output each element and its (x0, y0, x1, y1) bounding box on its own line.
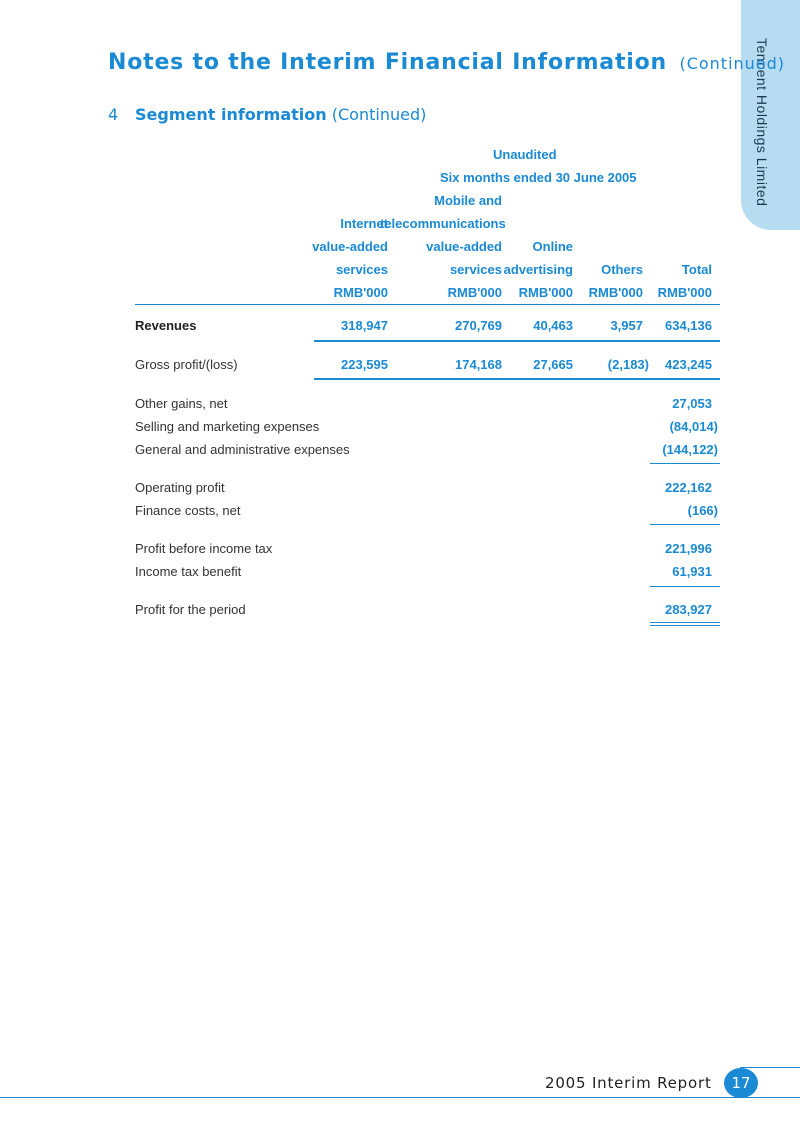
tax-total: 61,931 (672, 564, 712, 579)
row-label-finance: Finance costs, net (135, 503, 241, 518)
gross-mobile: 174,168 (455, 357, 502, 372)
col1-line4: RMB'000 (333, 285, 388, 300)
gross-others: (2,183) (607, 357, 649, 372)
col3-line2: advertising (503, 262, 573, 277)
revenues-internet: 318,947 (341, 318, 388, 333)
col4-line1: Others (601, 262, 643, 277)
col5-line1: Total (681, 262, 712, 277)
gross-rule (314, 378, 720, 380)
gross-total: 423,245 (665, 357, 712, 372)
revenues-rule (314, 340, 720, 342)
title-continued: (Continued) (679, 54, 786, 73)
revenues-total: 634,136 (665, 318, 712, 333)
selling-total: (84,014) (669, 419, 718, 434)
row-label-gross: Gross profit/(loss) (135, 357, 238, 372)
header-period: Six months ended 30 June 2005 (440, 170, 637, 185)
operating-total: 222,162 (665, 480, 712, 495)
finance-rule (650, 524, 720, 525)
section-heading (108, 105, 426, 124)
title-main: Notes to the Interim Financial Information (108, 50, 667, 75)
col2-line1: Mobile and (434, 193, 502, 208)
finance-total: (166) (687, 503, 718, 518)
col1-line3: services (335, 262, 388, 277)
gross-internet: 223,595 (341, 357, 388, 372)
header-unaudited: Unaudited (493, 147, 557, 162)
footer-report-name: 2005 Interim Report (545, 1074, 712, 1092)
revenues-others: 3,957 (610, 318, 643, 333)
footer-rule (0, 1097, 800, 1098)
company-name: Tencent Holdings Limited (754, 38, 770, 207)
expenses-rule (650, 463, 720, 464)
col2-line2: telecommunications (380, 216, 506, 231)
row-label-general: General and administrative expenses (135, 442, 350, 457)
gross-online: 27,665 (533, 357, 573, 372)
section-continued: (Continued) (331, 105, 427, 124)
row-label-tax: Income tax benefit (135, 564, 242, 579)
col2-line3: value-added (426, 239, 502, 254)
header-rule (135, 304, 720, 305)
profit-rule-2 (650, 625, 720, 626)
other-gains-total: 27,053 (672, 396, 712, 411)
col3-line3: RMB'000 (518, 285, 573, 300)
pbt-total: 221,996 (665, 541, 712, 556)
section-name: Segment information (135, 105, 327, 124)
profit-rule-1 (650, 622, 720, 623)
side-tab (741, 0, 800, 230)
revenues-online: 40,463 (533, 318, 573, 333)
col2-line4: services (449, 262, 502, 277)
row-label-profit: Profit for the period (135, 602, 246, 617)
row-label-operating: Operating profit (135, 480, 225, 495)
footer-rule-top (740, 1067, 800, 1068)
row-label-revenues: Revenues (135, 318, 197, 333)
col5-line2: RMB'000 (657, 285, 712, 300)
col1-line1: Internet (340, 216, 388, 231)
col2-line5: RMB'000 (447, 285, 502, 300)
page-number: 17 (724, 1068, 758, 1098)
page-title (108, 50, 785, 75)
row-label-pbt: Profit before income tax (135, 541, 273, 556)
col4-line2: RMB'000 (588, 285, 643, 300)
col3-line1: Online (532, 239, 573, 254)
revenues-mobile: 270,769 (455, 318, 502, 333)
section-number: 4 (108, 105, 119, 124)
general-total: (144,122) (662, 442, 718, 457)
profit-total: 283,927 (665, 602, 712, 617)
row-label-selling: Selling and marketing expenses (135, 419, 320, 434)
tax-rule (650, 586, 720, 587)
row-label-other-gains: Other gains, net (135, 396, 228, 411)
col1-line2: value-added (312, 239, 388, 254)
